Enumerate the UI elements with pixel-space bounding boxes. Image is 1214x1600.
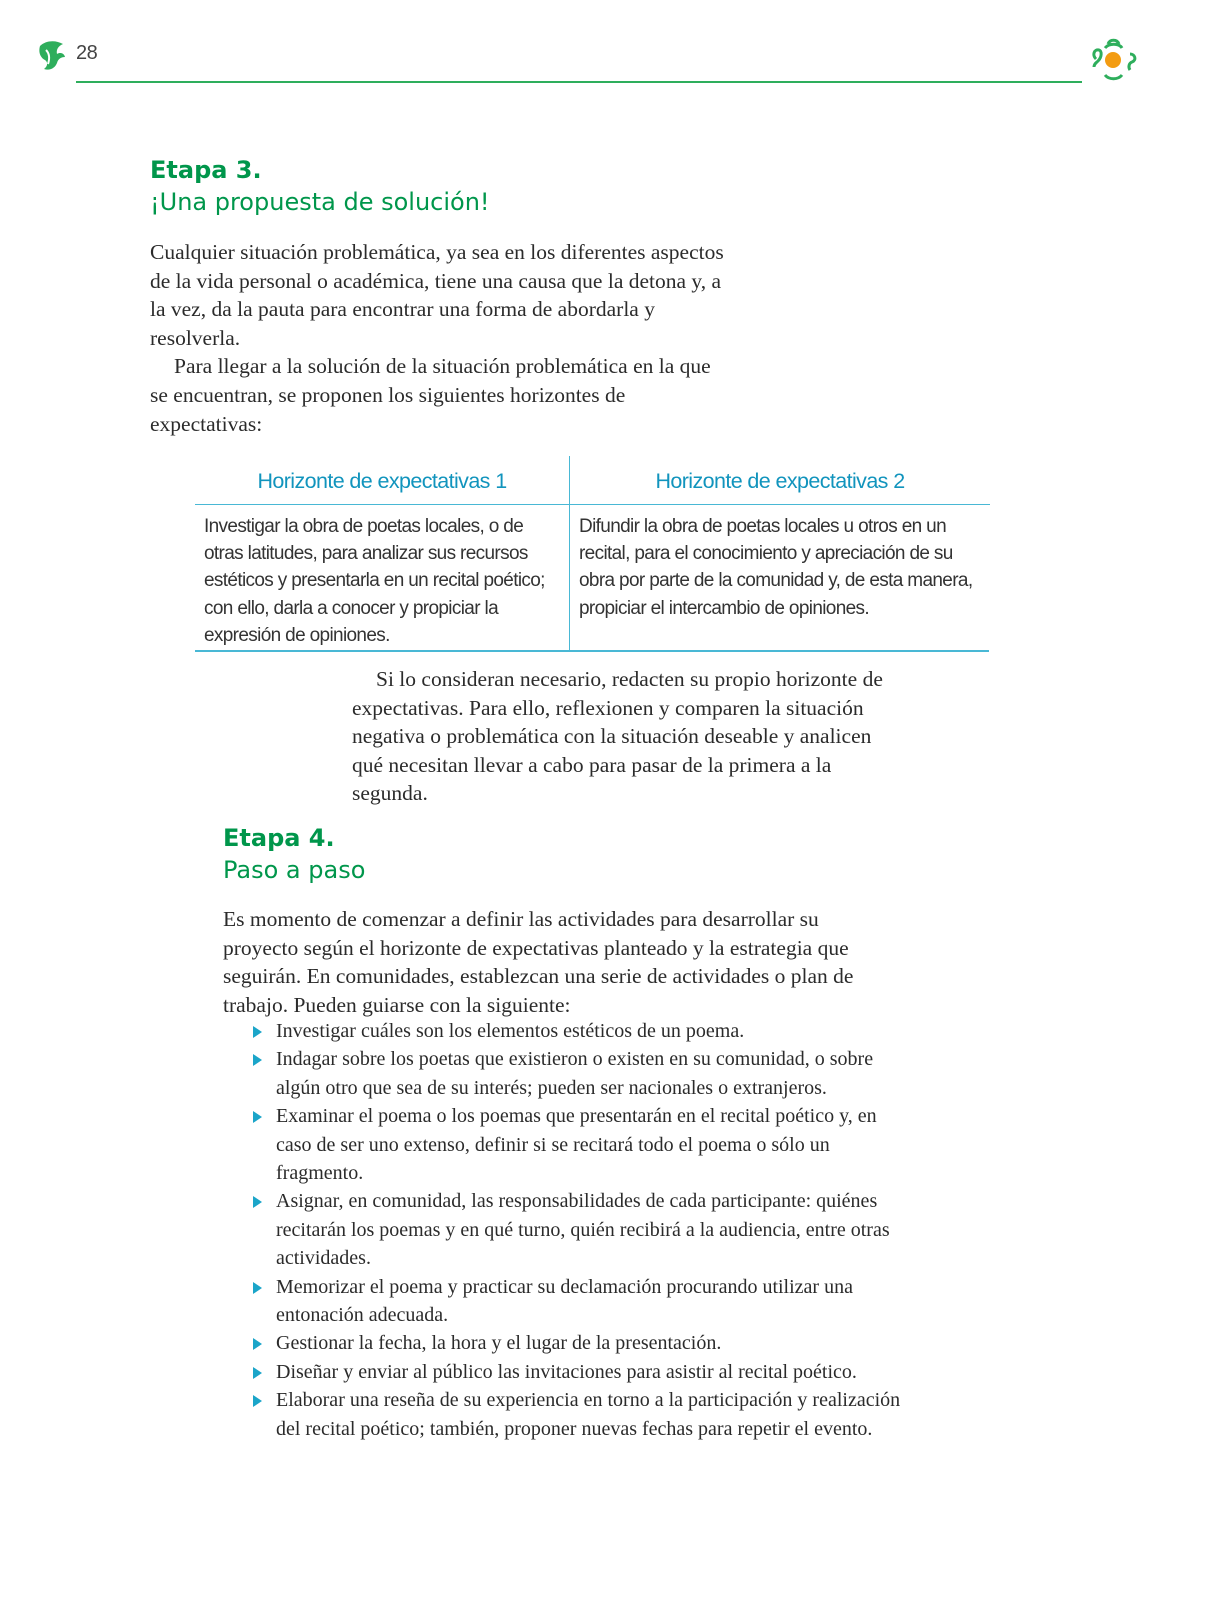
expectations-cell-2: Difundir la obra de poetas locales u otros en un recital, para el conocimiento y apreciación de su obra por parte de la comunidad y, de esta manera, propiciar el intercambio de opiniones. <box>579 516 973 619</box>
triangle-bullet-icon <box>253 1282 262 1294</box>
step-text: Asignar, en comunidad, las responsabilidades de cada participante: quiénes recitarán los poemas y en qué turno, quién recibirá a la audiencia, entre otras actividades. <box>276 1190 890 1270</box>
note-body <box>352 665 902 808</box>
expectations-header-2: Horizonte de expectativas 2 <box>570 456 990 505</box>
circle-of-people-icon <box>1088 34 1140 86</box>
steps-list <box>250 1017 910 1443</box>
etapa3-heading <box>150 154 490 218</box>
step-text: Investigar cuáles son los elementos estéticos de un poema. <box>276 1020 745 1042</box>
expectations-table <box>195 456 989 652</box>
triangle-bullet-icon <box>253 1111 262 1123</box>
triangle-bullet-icon <box>253 1026 262 1038</box>
etapa4-intro: Es momento de comenzar a definir las actividades para desarrollar su proyecto según el horizonte de expectativas planteado y la estrategia que seguirán. En comunidades, establezcan una serie de actividades o plan de trabajo. Pueden guiarse con la siguiente: <box>223 907 854 1017</box>
etapa3-body <box>150 238 726 438</box>
step-text: Diseñar y enviar al público las invitaciones para asistir al recital poético. <box>276 1360 857 1383</box>
etapa3-paragraph-2: Para llegar a la solución de la situación problemática en la que se encuentran, se proponen los siguientes horizontes de expectativas: <box>150 354 711 436</box>
list-item <box>250 1386 910 1443</box>
triangle-bullet-icon <box>253 1338 262 1350</box>
page-number: 28 <box>76 42 98 64</box>
etapa3-title: Etapa 3. <box>150 156 262 184</box>
list-item <box>250 1045 910 1102</box>
table-bottom-rule <box>195 650 989 652</box>
list-item <box>250 1273 910 1330</box>
etapa4-subtitle: Paso a paso <box>223 856 366 884</box>
etapa3-subtitle: ¡Una propuesta de solución! <box>150 188 490 216</box>
expectations-column-2 <box>569 456 990 652</box>
step-text: Indagar sobre los poetas que existieron o existen en su comunidad, o sobre algún otro que sea de su interés; pueden ser nacionales o extranjeros. <box>276 1048 874 1099</box>
green-leaf-icon <box>36 38 68 72</box>
expectations-cell-1: Investigar la obra de poetas locales, o de otras latitudes, para analizar sus recursos estéticos y presentarla en un recital poético; con ello, darla a conocer y propiciar la expresión de opiniones. <box>204 516 545 646</box>
etapa4-title: Etapa 4. <box>223 824 335 852</box>
list-item <box>250 1102 910 1187</box>
list-item <box>250 1017 910 1045</box>
step-text: Elaborar una reseña de su experiencia en torno a la participación y realización del recital poético; también, proponer nuevas fechas para repetir el evento. <box>276 1389 901 1440</box>
list-item <box>250 1358 910 1386</box>
step-text: Memorizar el poema y practicar su declamación procurando utilizar una entonación adecuada. <box>276 1275 853 1327</box>
triangle-bullet-icon <box>253 1367 262 1379</box>
step-text: Gestionar la fecha, la hora y el lugar de la presentación. <box>276 1332 722 1355</box>
list-item <box>250 1329 910 1357</box>
header-rule <box>76 81 1082 83</box>
note-paragraph: Si lo consideran necesario, redacten su propio horizonte de expectativas. Para ello, reflexionen y comparen la situación negativa o problemática con la situación deseable y analicen qué necesitan llevar a cabo para pasar de la primera a la segunda. <box>352 667 883 806</box>
list-item <box>250 1187 910 1272</box>
triangle-bullet-icon <box>253 1054 262 1066</box>
etapa4-body <box>223 905 883 1019</box>
expectations-header-1: Horizonte de expectativas 1 <box>195 456 569 505</box>
triangle-bullet-icon <box>253 1196 262 1208</box>
step-text: Examinar el poema o los poemas que presentarán en el recital poético y, en caso de ser uno extenso, definir si se recitará todo el poema o sólo un fragmento. <box>276 1105 877 1185</box>
triangle-bullet-icon <box>253 1395 262 1407</box>
expectations-column-1 <box>195 456 569 652</box>
etapa4-heading <box>223 822 365 886</box>
etapa3-paragraph-1: Cualquier situación problemática, ya sea en los diferentes aspectos de la vida personal o académica, tiene una causa que la detona y, a la vez, da la pauta para encontrar una forma de abordarla y resolverla. <box>150 240 724 350</box>
